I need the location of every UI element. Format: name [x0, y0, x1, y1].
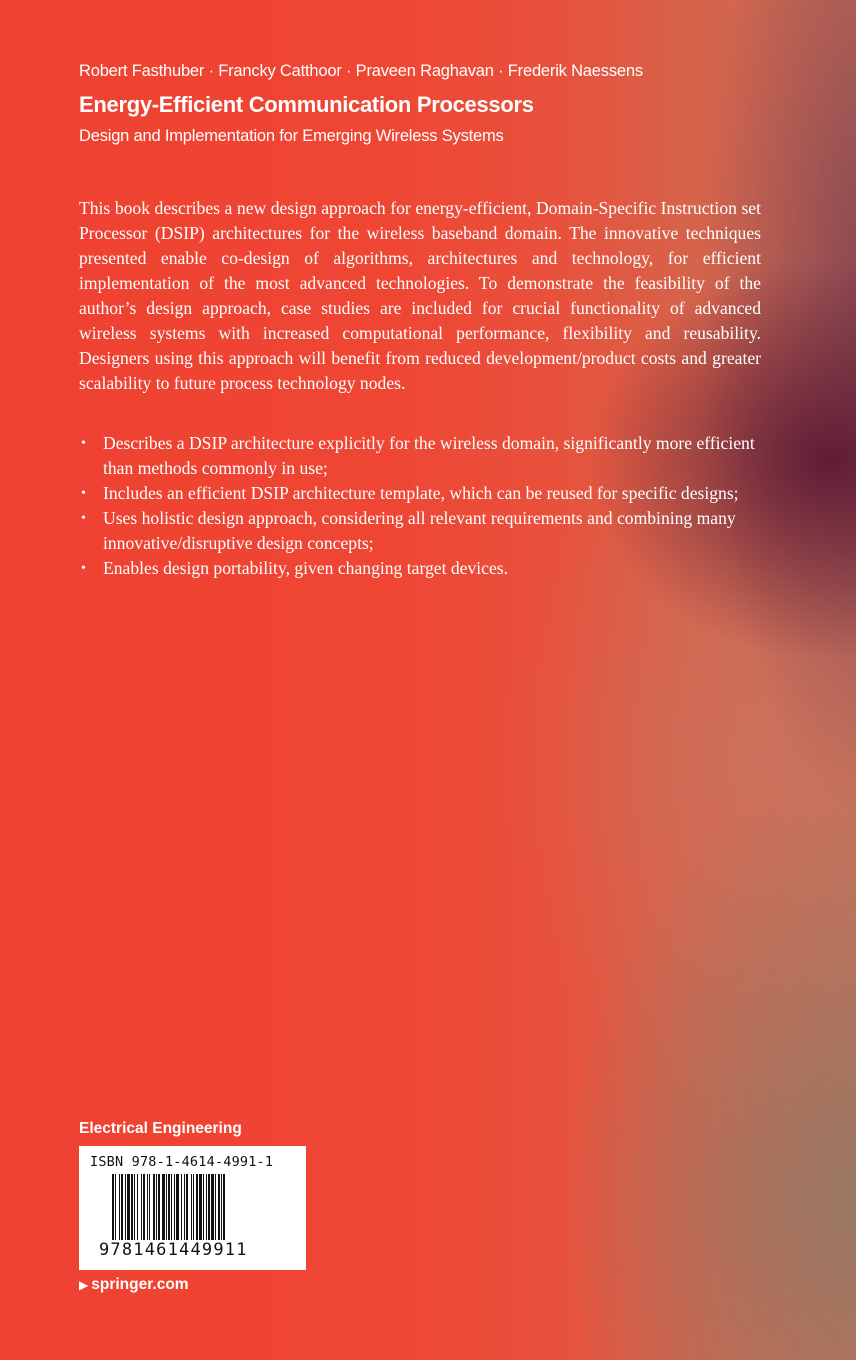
feature-text: Uses holistic design approach, considering all relevant requirements and combining many innovative/disruptive design concepts;	[103, 508, 736, 553]
publisher-link[interactable]	[79, 1276, 189, 1294]
book-description: This book describes a new design approach for energy-efficient, Domain-Specific Instruction set Processor (DSIP) architectures for the wireless baseband domain. The innovative techniques presented enable co-design of algorithms, architectures and technology, for efficient implementation of the most advanced technologies. To demonstrate the feasibility of the author’s design approach, case studies are included for crucial functionality of advanced wireless systems with increased computational performance, flexibility and reusability. Designers using this approach will benefit from reduced development/product costs and greater scalability to future process technology nodes.	[79, 198, 761, 393]
publisher-url: springer.com	[91, 1276, 189, 1293]
book-subtitle: Design and Implementation for Emerging Wireless Systems	[79, 127, 504, 145]
ean-digits: 9781461449911	[99, 1240, 248, 1260]
feature-text: Includes an efficient DSIP architecture template, which can be reused for specific designs;	[103, 483, 739, 503]
isbn-barcode	[79, 1146, 306, 1270]
feature-item	[79, 556, 761, 581]
feature-text: Enables design portability, given changing target devices.	[103, 558, 509, 578]
authors-line: Robert Fasthuber · Francky Catthoor · Praveen Raghavan · Frederik Naessens	[79, 62, 643, 80]
bullet-icon: •	[81, 436, 86, 451]
feature-list	[79, 431, 761, 581]
bullet-icon: •	[81, 561, 86, 576]
subject-category: Electrical Engineering	[79, 1120, 242, 1137]
isbn-label: ISBN 978-1-4614-4991-1	[90, 1154, 274, 1170]
book-title: Energy-Efficient Communication Processors	[79, 92, 534, 117]
feature-item	[79, 481, 761, 506]
bullet-icon: •	[81, 511, 86, 526]
bullet-icon: •	[81, 486, 86, 501]
feature-item	[79, 506, 761, 556]
feature-item	[79, 431, 761, 481]
feature-text: Describes a DSIP architecture explicitly for the wireless domain, significantly more efficient than methods commonly in use;	[103, 433, 755, 478]
ean-digits-row	[99, 1240, 289, 1260]
arrow-right-icon: ▶	[79, 1278, 89, 1292]
